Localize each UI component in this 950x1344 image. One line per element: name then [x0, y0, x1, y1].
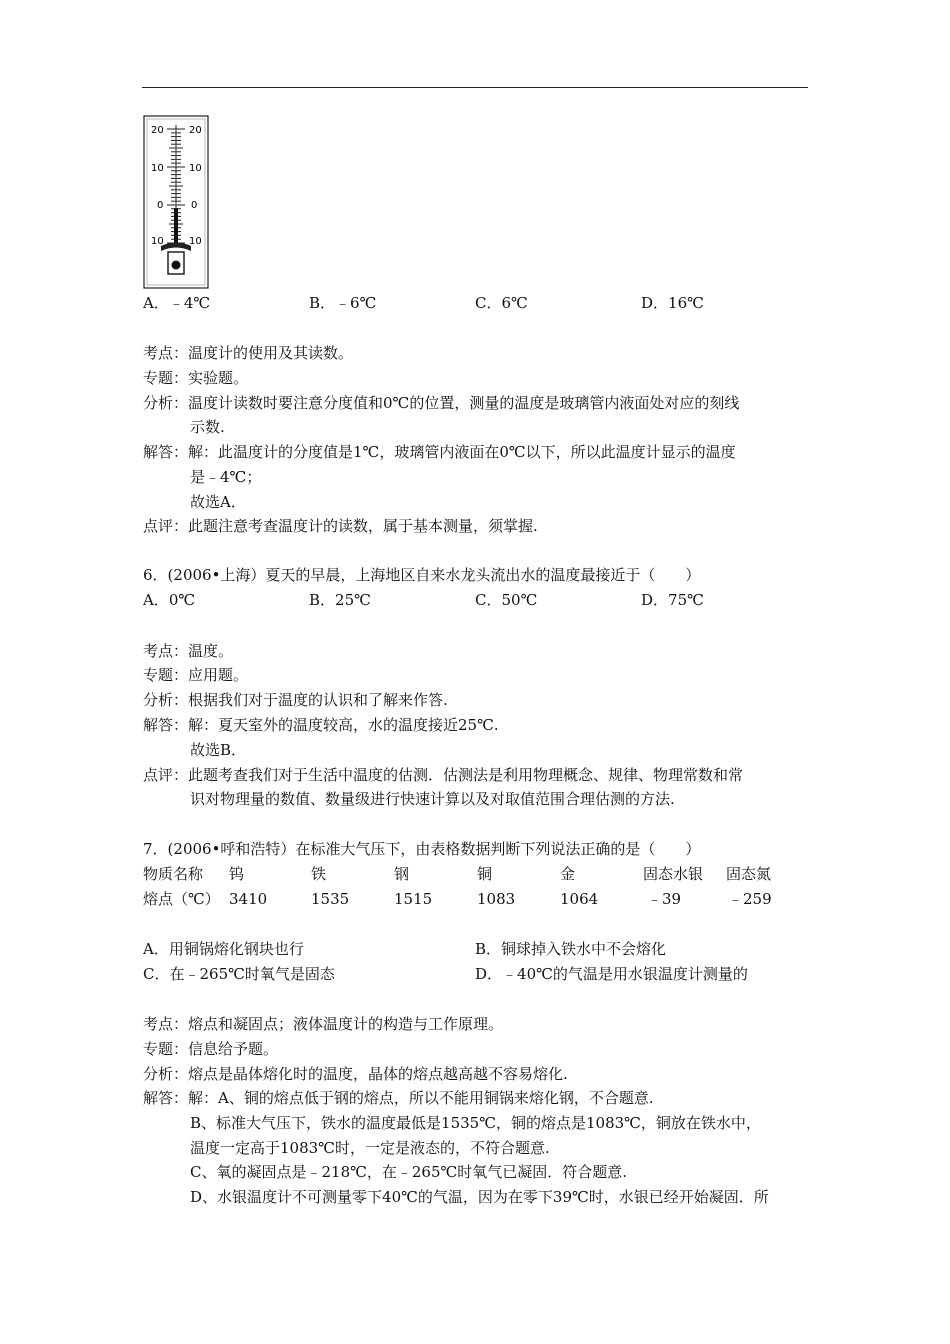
header-rule: [142, 87, 808, 88]
q6-option-a: A．0℃: [143, 591, 196, 609]
q5-option-a: A．﹣4℃: [143, 294, 211, 312]
q7-jieda-4: C、氧的凝固点是﹣218℃，在﹣265℃时氧气已凝固．符合题意.: [190, 1163, 628, 1181]
q7-table-header-3: 钢: [394, 865, 410, 883]
q5-kaodian: 考点：温度计的使用及其读数。: [143, 344, 354, 362]
q7-jieda-2: B、标准大气压下，铁水的温度最低是1535℃，铜的熔点是1083℃，铜放在铁水中，: [190, 1114, 761, 1132]
q6-option-b: B．25℃: [309, 591, 371, 609]
q7-option-c: C．在﹣265℃时氧气是固态: [143, 965, 335, 983]
q5-fenxi-2: 示数.: [190, 418, 225, 436]
q7-option-d: D．﹣40℃的气温是用水银温度计测量的: [475, 965, 748, 983]
q6-dianping-1: 点评：此题考查我们对于生活中温度的估测．估测法是利用物理概念、规律、物理常数和常: [143, 766, 744, 784]
tick-label-left-0: 0: [157, 200, 164, 211]
q7-table-header-5: 金: [560, 865, 576, 883]
q5-option-b: B．﹣6℃: [309, 294, 377, 312]
q7-table-cell-1: 3410: [229, 890, 268, 908]
q5-option-d: D．16℃: [641, 294, 704, 312]
q5-dianping: 点评：此题注意考查温度计的读数，属于基本测量，须掌握.: [143, 517, 538, 535]
q7-fenxi: 分析：熔点是晶体熔化时的温度，晶体的熔点越高越不容易熔化.: [143, 1065, 568, 1083]
q7-table-cell-7: ﹣259: [728, 890, 772, 908]
q6-dianping-2: 识对物理量的数值、数量级进行快速计算以及对取值范围合理估测的方法.: [190, 790, 675, 808]
q7-zhuanti: 专题：信息给予题。: [143, 1040, 279, 1058]
q6-kaodian: 考点：温度。: [143, 642, 234, 660]
q7-jieda-1: 解答：解：A、铜的熔点低于钢的熔点，所以不能用铜锅来熔化钢，不合题意.: [143, 1089, 654, 1107]
q7-table-header-4: 铜: [477, 865, 493, 883]
tick-label-right-10: 10: [189, 163, 202, 174]
q6-option-d: D．75℃: [641, 591, 704, 609]
q5-fenxi-1: 分析：温度计读数时要注意分度值和0℃的位置，测量的温度是玻璃管内液面处对应的刻线: [143, 394, 740, 412]
q5-option-c: C．6℃: [475, 294, 528, 312]
q7-table-cell-6: ﹣39: [647, 890, 682, 908]
tick-label-left-20: 20: [151, 125, 164, 136]
q7-table-cell-2: 1535: [311, 890, 350, 908]
q7-jieda-5: D、水银温度计不可测量零下40℃的气温，因为在零下39℃时，水银已经开始凝固．所: [190, 1188, 769, 1206]
q6-zhuanti: 专题：应用题。: [143, 666, 249, 684]
q7-table-cell-0: 熔点（℃）: [143, 890, 220, 908]
q6-fenxi: 分析：根据我们对于温度的认识和了解来作答.: [143, 691, 448, 709]
tick-label-left-neg10: 10: [151, 236, 164, 247]
q7-option-b: B．铜球掉入铁水中不会熔化: [475, 940, 667, 958]
q5-jieda-2: 是﹣4℃；: [190, 468, 262, 486]
q7-table-header-6: 固态水银: [643, 865, 704, 883]
q7-option-a: A．用铜锅熔化钢块也行: [143, 940, 304, 958]
tick-label-left-10: 10: [151, 163, 164, 174]
q7-table-header-0: 物质名称: [143, 865, 204, 883]
tick-label-right-neg10: 10: [189, 236, 202, 247]
q7-table-cell-4: 1083: [477, 890, 516, 908]
q6-jieda-1: 解答：解：夏天室外的温度较高，水的温度接近25℃.: [143, 716, 499, 734]
q6-jieda-2: 故选B．: [190, 741, 247, 759]
q7-table-cell-3: 1515: [394, 890, 433, 908]
q7-table-header-1: 钨: [229, 865, 245, 883]
q7-table-header-2: 铁: [311, 865, 327, 883]
q6-option-c: C．50℃: [475, 591, 538, 609]
q7-table-header-7: 固态氮: [726, 865, 772, 883]
thermometer-figure: [143, 115, 209, 289]
tick-label-right-20: 20: [189, 125, 202, 136]
q7-table-cell-5: 1064: [560, 890, 599, 908]
q7-jieda-3: 温度一定高于1083℃时，一定是液态的，不符合题意.: [190, 1139, 550, 1157]
q7-kaodian: 考点：熔点和凝固点；液体温度计的构造与工作原理。: [143, 1015, 504, 1033]
q5-jieda-3: 故选A．: [190, 493, 246, 511]
q6-stem: 6．(2006•上海）夏天的早晨，上海地区自来水龙头流出水的温度最接近于（ ）: [143, 566, 701, 584]
tick-label-right-0: 0: [191, 200, 198, 211]
q5-zhuanti: 专题：实验题。: [143, 369, 249, 387]
q5-jieda-1: 解答：解：此温度计的分度值是1℃，玻璃管内液面在0℃以下，所以此温度计显示的温度: [143, 443, 736, 461]
q7-stem: 7．(2006•呼和浩特）在标准大气压下，由表格数据判断下列说法正确的是（ ）: [143, 840, 701, 858]
